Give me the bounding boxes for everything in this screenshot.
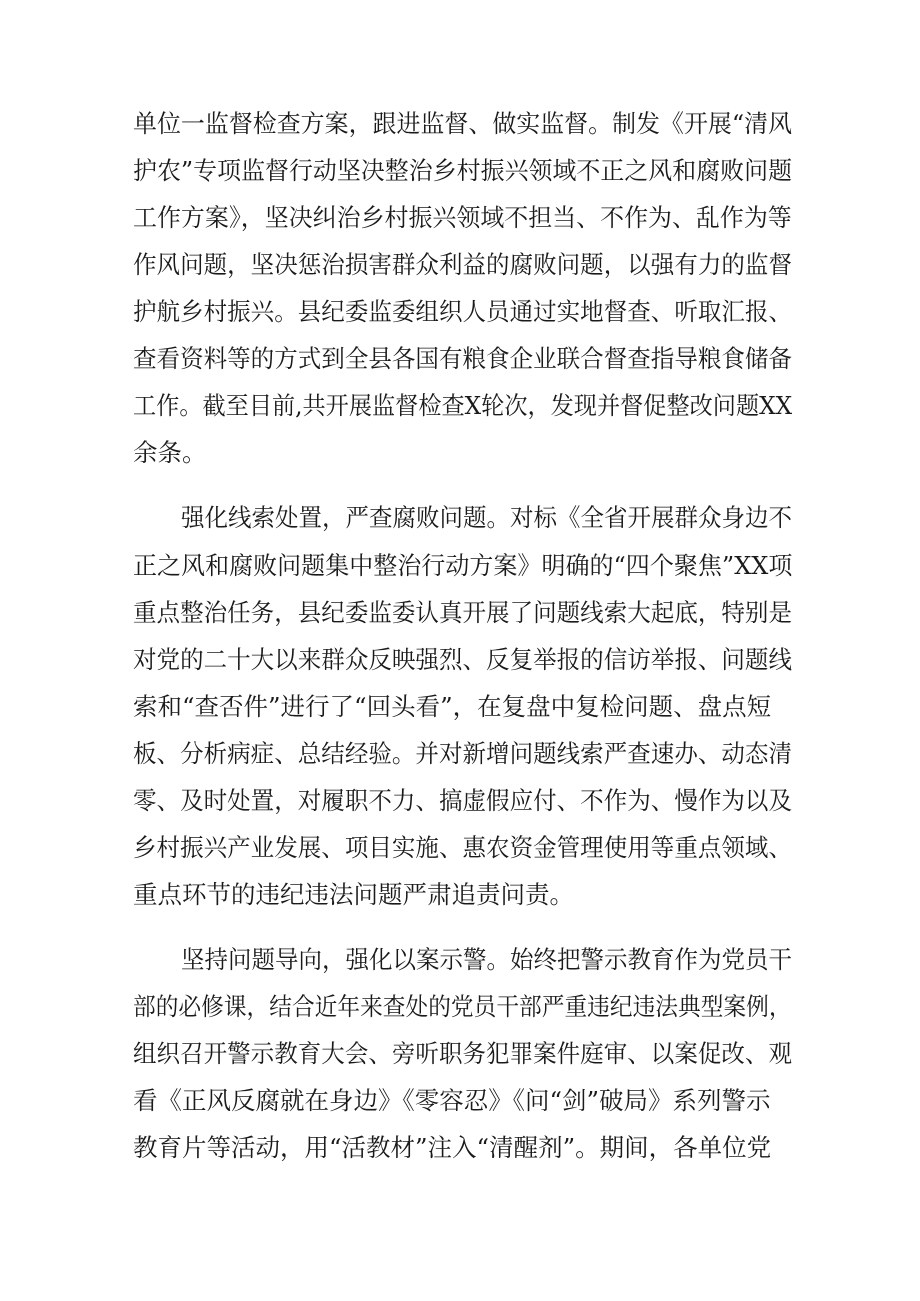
body-text-line: 教育片等活动，用“活教材”注入“清醒剂”。期间，各单位党 (133, 1133, 772, 1162)
body-text-line: 重点整治任务，县纪委监委认真开展了问题线索大起底，特别是 (133, 598, 792, 627)
body-text-line: 工作。截至目前,共开展监督检查X轮次，发现并督促整改问题XX (133, 391, 793, 420)
body-text-line: 作风问题，坚决惩治损害群众利益的腐败问题，以强有力的监督 (133, 250, 792, 279)
body-text-line: 重点环节的违纪违法问题严肃追责问责。 (133, 880, 574, 909)
paragraph-first-line: 强化线索处置，严查腐败问题。对标《全省开展群众身边不 (181, 503, 792, 532)
paragraph-first-line: 坚持问题导向，强化以案示警。始终把警示教育作为党员干 (181, 945, 792, 974)
body-text-line: 索和“查否件”进行了“回头看”，在复盘中复检问题、盘点短 (133, 692, 772, 721)
body-text-line: 零、及时处置，对履职不力、搞虚假应付、不作为、慢作为以及 (133, 786, 792, 815)
body-text-line: 单位一监督检查方案，跟进监督、做实监督。制发《开展“清风 (133, 109, 793, 138)
body-text-line: 看《正风反腐就在身边》《零容忍》《问“剑”破局》系列警示 (133, 1086, 771, 1115)
body-text-line: 护农”专项监督行动坚决整治乡村振兴领域不正之风和腐败问题 (133, 156, 793, 185)
body-text-line: 板、分析病症、总结经验。并对新增问题线索严查速办、动态清 (133, 739, 792, 768)
body-text-line: 工作方案》，坚决纠治乡村振兴领域不担当、不作为、乱作为等 (133, 203, 792, 232)
body-text-line: 乡村振兴产业发展、项目实施、惠农资金管理使用等重点领域、 (133, 833, 792, 862)
body-text-line: 查看资料等的方式到全县各国有粮食企业联合督查指导粮食储备 (133, 344, 792, 373)
body-text-line: 余条。 (133, 438, 207, 467)
body-text-line: 对党的二十大以来群众反映强烈、反复举报的信访举报、问题线 (133, 645, 792, 674)
body-text-line: 正之风和腐败问题集中整治行动方案》明确的“四个聚焦”XX项 (133, 551, 793, 580)
body-text-line: 组织召开警示教育大会、旁听职务犯罪案件庭审、以案促改、观 (133, 1039, 792, 1068)
body-text-line: 护航乡村振兴。县纪委监委组织人员通过实地督查、听取汇报、 (133, 297, 792, 326)
body-text-line: 部的必修课，结合近年来查处的党员干部严重违纪违法典型案例， (133, 992, 792, 1021)
